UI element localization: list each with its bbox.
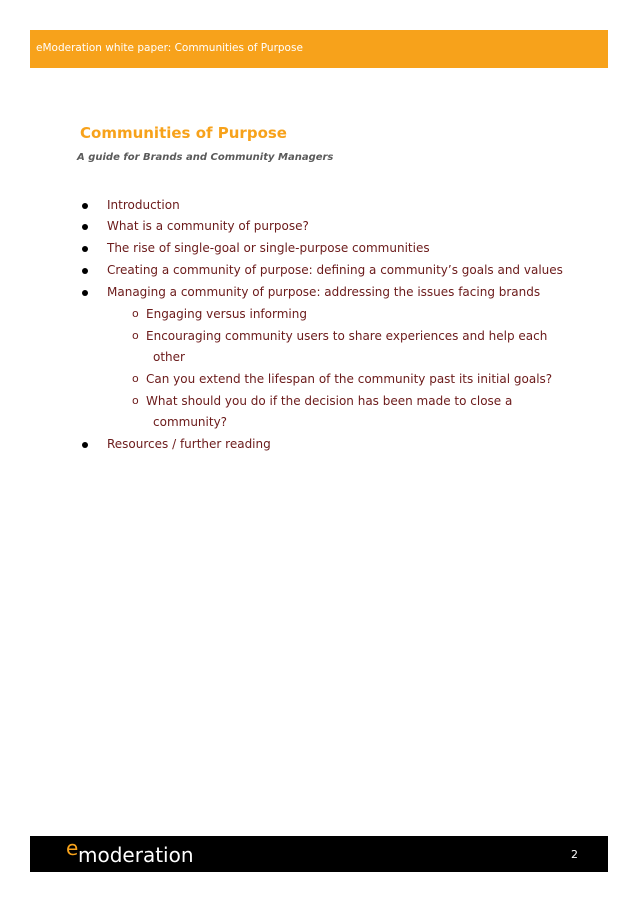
toc-item-rise: The rise of single-goal or single-purpose communities: [107, 241, 430, 255]
page-title: Communities of Purpose: [80, 124, 287, 142]
header-bar: [30, 30, 608, 68]
toc-subitem-encouraging-cont: other: [153, 350, 185, 364]
page-subtitle: A guide for Brands and Community Managers: [77, 152, 334, 163]
toc-subitem-lifespan: Can you extend the lifespan of the community past its initial goals?: [146, 372, 553, 386]
page-number: 2: [571, 848, 578, 861]
toc-item-creating: Creating a community of purpose: defining a community’s goals and values: [107, 263, 563, 277]
toc-subitem-engaging: Engaging versus informing: [146, 307, 307, 321]
bullet-icon: [82, 290, 88, 296]
sub-bullet-icon: o: [132, 394, 139, 407]
header-title: eModeration white paper: Communities of Purpose: [36, 42, 303, 54]
sub-bullet-icon: o: [132, 372, 139, 385]
toc-subitem-close: What should you do if the decision has been made to close a: [146, 394, 513, 408]
footer-bar: [30, 836, 608, 872]
toc-item-introduction: Introduction: [107, 198, 180, 212]
toc-item-resources: Resources / further reading: [107, 437, 271, 451]
sub-bullet-icon: o: [132, 307, 139, 320]
bullet-icon: [82, 203, 88, 209]
bullet-icon: [82, 246, 88, 252]
toc-subitem-encouraging: Encouraging community users to share experiences and help each: [146, 329, 548, 343]
sub-bullet-icon: o: [132, 329, 139, 342]
bullet-icon: [82, 224, 88, 230]
bullet-icon: [82, 442, 88, 448]
toc-item-what-is: What is a community of purpose?: [107, 219, 309, 233]
toc-item-managing: Managing a community of purpose: addressing the issues facing brands: [107, 285, 541, 299]
bullet-icon: [82, 268, 88, 274]
toc-subitem-close-cont: community?: [153, 415, 228, 429]
logo-e-letter: e: [66, 836, 79, 860]
logo-wordmark: moderation: [78, 843, 194, 867]
